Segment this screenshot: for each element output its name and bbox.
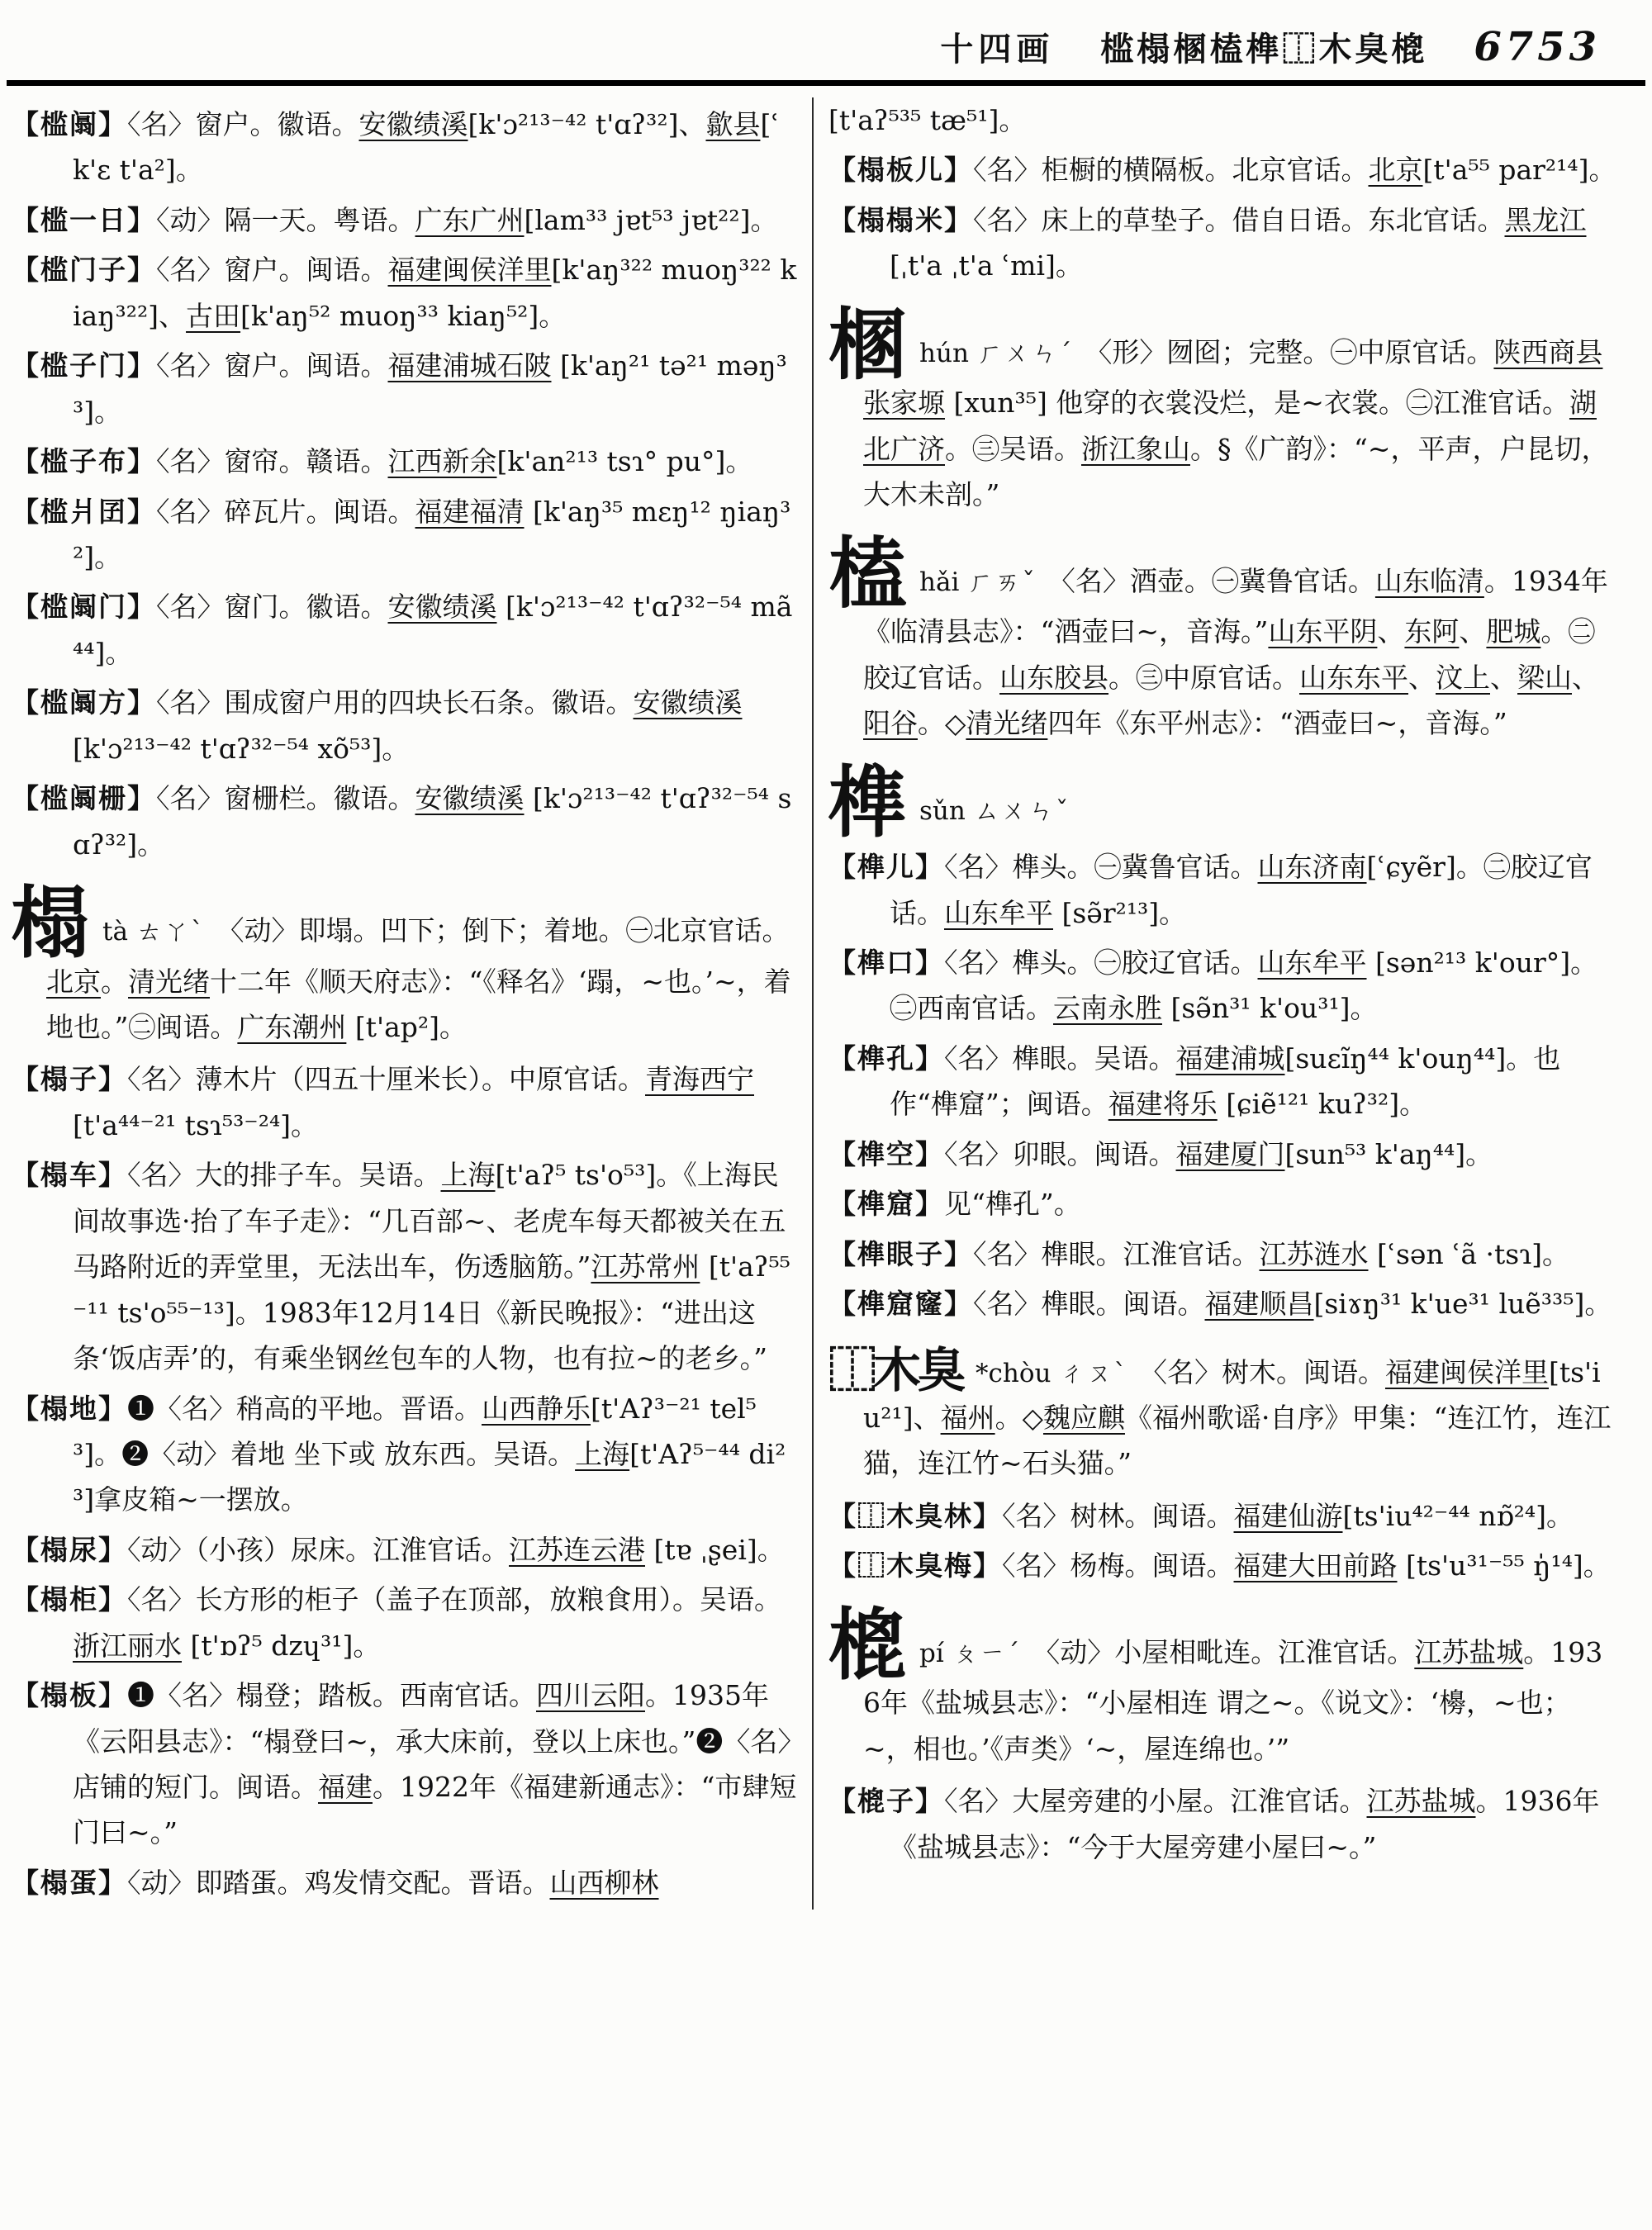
entry-headword: 【⿰木臭梅】 — [828, 1549, 1002, 1582]
pinyin: tà — [102, 917, 128, 947]
dictionary-entry — [12, 584, 800, 676]
entry-body: 〈名〉榫眼。吴语。福建浦城[suɛĩŋ⁴⁴ k'ouŋ⁴⁴]。也作“榫窟”；闽语。福建将乐 [ɕiẽ¹²¹ kuʔ³²]。 — [890, 1041, 1561, 1121]
dictionary-entry — [828, 1132, 1617, 1177]
entry-headword: 【槛子门】 — [12, 349, 156, 382]
header-characters: 槛榻㮯榼榫⿰木臭㮰 — [1100, 30, 1428, 69]
dictionary-entry — [12, 439, 800, 484]
entry-body: 〈名〉卯眼。闽语。福建厦门[sun⁵³ k'aŋ⁴⁴]。 — [944, 1137, 1493, 1170]
entry-body: 〈动〉（小孩）尿床。江淮官话。江苏连云港 [tɐ ˌʂei]。 — [127, 1533, 785, 1566]
pinyin: *chòu — [976, 1358, 1051, 1388]
dictionary-entry — [12, 102, 800, 193]
zhuyin: ㄔㄡˋ — [1059, 1358, 1128, 1388]
entry-body: 〈名〉窗门。徽语。安徽绩溪 [k'ɔ²¹³⁻⁴² t'ɑʔ³²⁻⁵⁴ mã⁴⁴]。 — [73, 591, 793, 669]
entry-headword: 【槛阘栅】 — [12, 782, 156, 815]
head-character: 㮰 — [828, 1599, 907, 1691]
head-character-entry — [828, 1599, 1617, 1772]
dictionary-entry — [12, 197, 800, 243]
head-character: ⿰木臭 — [828, 1341, 963, 1398]
dictionary-entry — [12, 1860, 800, 1905]
entry-body: 〈名〉榫眼。闽语。福建顺昌[siɤŋ³¹ k'ue³¹ luẽ³³⁵]。 — [973, 1288, 1612, 1321]
entry-body: 〈名〉杨梅。闽语。福建大田前路 [ts'u³¹⁻⁵⁵ ŋ̍¹⁴]。 — [1002, 1549, 1611, 1582]
entry-body: ❶〈名〉榻登；踏板。西南官话。四川云阳。1935年《云阳县志》：“榻登曰~，承大床前，登以上床也。”❷〈名〉店铺的短门。闽语。福建。1922年《福建新通志》：“市肆短门曰~。” — [73, 1679, 797, 1849]
entry-headword: 【⿰木臭林】 — [828, 1499, 1002, 1532]
entry-headword: 【榻榻米】 — [828, 203, 973, 236]
dictionary-entry — [12, 343, 800, 434]
header-rule — [7, 80, 1645, 86]
dictionary-entry — [12, 776, 800, 867]
dictionary-entry — [828, 1543, 1617, 1588]
entry-headword: 【槛阘方】 — [12, 686, 156, 719]
dictionary-entry — [828, 1231, 1617, 1277]
entry-body: 〈动〉隔一天。粤语。广东广州[lam³³ jɐt⁵³ jɐt²²]。 — [156, 203, 778, 236]
entry-body: 〈名〉树木。闽语。福建闽侯洋里[ts'iu²¹]、福州。◇魏应麒《福州歌谣·自序》甲集：“连江竹，连江猫，连江竹~石头猫。” — [863, 1355, 1612, 1480]
entry-body: 〈名〉树林。闽语。福建仙游[ts'iu⁴²⁻⁴⁴ nɒ̃²⁴]。 — [1002, 1499, 1574, 1532]
pinyin: hún — [919, 338, 969, 368]
entry-headword: 【槛门子】 — [12, 254, 156, 287]
dictionary-entry — [12, 1577, 800, 1668]
entry-body: 〈形〉囫囵；完整。㊀中原官话。陕西商县张家塬 [xun³⁵] 他穿的衣裳没烂，是~衣裳。㊁江淮官话。湖北广济。㊂吴语。浙江象山。§《广韵》：“~，平声，户昆切，大木未剖。” — [863, 335, 1609, 511]
dictionary-entry — [828, 940, 1617, 1032]
dictionary-entry — [12, 247, 800, 339]
dictionary-entry — [828, 1181, 1617, 1226]
entry-headword: 【榫窟窿】 — [828, 1288, 973, 1321]
entry-headword: 【榫儿】 — [828, 851, 944, 884]
entry-headword: 【榫空】 — [828, 1137, 944, 1170]
entry-body: 〈名〉窗户。徽语。安徽绩溪[k'ɔ²¹³⁻⁴² t'ɑʔ³²]、歙县[ʿk'ɛ t'a²]。 — [73, 108, 780, 187]
head-character: 㮯 — [828, 299, 907, 391]
entry-body: 〈名〉床上的草垫子。借自日语。东北官话。黑龙江 [ˌt'a ˌt'a ʿmi]。 — [890, 203, 1587, 282]
dictionary-entry — [12, 1672, 800, 1856]
entry-body: 〈名〉酒壶。㊀冀鲁官话。山东临清。1934年《临清县志》：“酒壶曰~，音海。”山东平阴、东阿、肥城。㊁胶辽官话。山东胶县。㊂中原官话。山东东平、汶上、梁山、阳谷。◇清光绪四年《东平州志》：“酒壶曰~，音海。” — [863, 564, 1608, 740]
dictionary-entry — [828, 1493, 1617, 1539]
entry-headword: 【榻子】 — [12, 1063, 127, 1096]
dictionary-entry — [12, 1152, 800, 1381]
head-character: 榻 — [12, 878, 90, 969]
entry-headword: 【榻车】 — [12, 1159, 127, 1192]
head-character-entry — [828, 1341, 1617, 1487]
head-character-entry — [828, 299, 1617, 518]
zhuyin: ㄙㄨㄣˇ — [973, 795, 1070, 826]
head-character: 榼 — [828, 528, 907, 619]
entry-headword: 【榫口】 — [828, 947, 944, 980]
head-character-entry — [12, 878, 800, 1050]
entry-headword: 【榻柜】 — [12, 1583, 127, 1616]
text-columns — [0, 91, 1652, 1910]
pinyin: pí — [919, 1638, 944, 1668]
entry-headword: 【槛子布】 — [12, 445, 156, 478]
entry-body: 〈名〉榫头。㊀胶辽官话。山东牟平 [sən²¹³ k'our°]。㊁西南官话。云南永胜 [sə̃n³¹ k'ou³¹]。 — [890, 947, 1598, 1025]
entry-headword: 【榻板】 — [12, 1679, 127, 1712]
head-character: 榫 — [828, 757, 907, 848]
pinyin: sǔn — [919, 795, 966, 826]
dictionary-entry — [828, 197, 1617, 289]
entry-body: 〈名〉榫头。㊀冀鲁官话。山东济南[ʿɕyẽr]。㊁胶辽官话。山东牟平 [sə̃r²¹³]。 — [890, 851, 1593, 929]
head-character-entry — [828, 528, 1617, 747]
entry-body: ❶〈名〉稍高的平地。晋语。山西静乐[t'Aʔ³⁻²¹ tel⁵³]。❷〈动〉着地 坐下或 放东西。吴语。上海[t'Aʔ⁵⁻⁴⁴ di²³]拿皮箱~一摆放。 — [73, 1392, 786, 1516]
entry-headword: 【榫窟】 — [828, 1188, 944, 1221]
entry-body: 〈动〉即塌。凹下；倒下；着地。㊀北京官话。北京。清光绪十二年《顺天府志》：“《释名》‘蹋，~也。’~，着地也。”㊁闽语。广东潮州 [t'ap²]。 — [46, 914, 791, 1044]
entry-headword: 【榫孔】 — [828, 1041, 944, 1075]
dictionary-entry — [828, 147, 1617, 192]
entry-body: 〈名〉长方形的柜子（盖子在顶部，放粮食用）。吴语。浙江丽水 [t'ɒʔ⁵ dzɥ³¹]。 — [73, 1583, 781, 1662]
column-left — [12, 97, 812, 1910]
stroke-count-section: 十四画 — [940, 30, 1055, 69]
entry-body: 〈名〉大屋旁建的小屋。江淮官话。江苏盐城。1936年《盐城县志》：“今于大屋旁建小屋曰~。” — [890, 1785, 1600, 1863]
continuation-entry — [828, 97, 1617, 143]
entry-headword: 【榻尿】 — [12, 1533, 127, 1566]
entry-headword: 【榻板儿】 — [828, 154, 973, 187]
dictionary-entry — [828, 1281, 1617, 1326]
dictionary-entry — [828, 1778, 1617, 1870]
entry-headword: 【㮰子】 — [828, 1785, 944, 1818]
dictionary-entry — [12, 1386, 800, 1523]
zhuyin: ㄆㄧˊ — [952, 1638, 1022, 1668]
entry-body: 〈动〉小屋相毗连。江淮官话。江苏盐城。1936年《盐城县志》：“小屋相连 谓之~。《说文》：‘櫋，~也；~，相也。’《声类》‘~，屋连绵也。’” — [863, 1635, 1603, 1765]
dictionary-entry — [12, 1056, 800, 1148]
entry-body: 〈名〉薄木片（四五十厘米长）。中原官话。青海西宁 [t'a⁴⁴⁻²¹ tsɿ⁵³⁻²⁴]。 — [73, 1063, 754, 1141]
pinyin: hǎi — [919, 567, 960, 597]
entry-headword: 【槛爿囝】 — [12, 495, 156, 528]
entry-body: [t'aʔ⁵³⁵ tæ⁵¹]。 — [828, 104, 1027, 136]
dictionary-entry — [12, 489, 800, 581]
entry-body: 〈名〉窗户。闽语。福建闽侯洋里[k'aŋ³²² muoŋ³²² kiaŋ³²²]、古田[k'aŋ⁵² muoŋ³³ kiaŋ⁵²]。 — [73, 254, 797, 332]
entry-body: 〈名〉大的排子车。吴语。上海[t'aʔ⁵ ts'o⁵³]。《上海民间故事选·抬了车子走》：“几百部~、老虎车每天都被关在五马路附近的弄堂里，无法出车，伤透脑筋。”江苏常州 [t'aʔ⁵⁵⁻¹¹ ts'o⁵⁵⁻¹³]。1983年12月14日《新民晚报》：“进出这条‘饭店弄’的，有乘坐钢丝包车的人物，也有拉~的老乡。” — [73, 1159, 790, 1375]
entry-body: 〈名〉窗栅栏。徽语。安徽绩溪 [k'ɔ²¹³⁻⁴² t'ɑʔ³²⁻⁵⁴ sɑʔ³²]。 — [73, 782, 792, 861]
entry-body: 〈名〉窗帘。赣语。江西新余[k'an²¹³ tsɿ° pu°]。 — [156, 445, 753, 478]
page-header — [0, 0, 1652, 80]
page-number: 6753 — [1474, 24, 1601, 70]
entry-body: 〈名〉榫眼。江淮官话。江苏涟水 [ʿsən ʿã ·tsɿ]。 — [973, 1237, 1570, 1270]
entry-headword: 【槛阘门】 — [12, 591, 156, 624]
column-right — [814, 97, 1617, 1910]
entry-headword: 【榫眼子】 — [828, 1237, 973, 1270]
zhuyin: ㄊㄚˋ — [135, 917, 206, 947]
zhuyin: ㄏㄨㄣˊ — [976, 338, 1074, 368]
zhuyin: ㄏㄞˇ — [967, 567, 1037, 597]
entry-headword: 【槛一日】 — [12, 203, 156, 236]
head-character-entry — [828, 757, 1617, 848]
entry-body: 见“榫孔”。 — [944, 1188, 1081, 1221]
entry-body: 〈名〉碎瓦片。闽语。福建福清 [k'aŋ³⁵ mɛŋ¹² ŋiaŋ³²]。 — [73, 495, 791, 573]
dictionary-entry — [828, 1036, 1617, 1127]
dictionary-entry — [828, 844, 1617, 936]
entry-body: 〈动〉即踏蛋。鸡发情交配。晋语。山西柳林 — [127, 1866, 659, 1899]
entry-body: 〈名〉窗户。闽语。福建浦城石陂 [k'aŋ²¹ tə²¹ məŋ³³]。 — [73, 349, 787, 428]
entry-body: 〈名〉柜橱的横隔板。北京官话。北京[t'a⁵⁵ par²¹⁴]。 — [973, 154, 1616, 187]
dictionary-entry — [12, 1527, 800, 1573]
entry-headword: 【榻蛋】 — [12, 1866, 127, 1899]
dictionary-entry — [12, 680, 800, 771]
entry-headword: 【槛阘】 — [12, 108, 127, 140]
entry-headword: 【榻地】 — [12, 1392, 127, 1425]
entry-body: 〈名〉围成窗户用的四块长石条。徽语。安徽绩溪 [k'ɔ²¹³⁻⁴² t'ɑʔ³²⁻⁵⁴ xõ⁵³]。 — [73, 686, 743, 765]
